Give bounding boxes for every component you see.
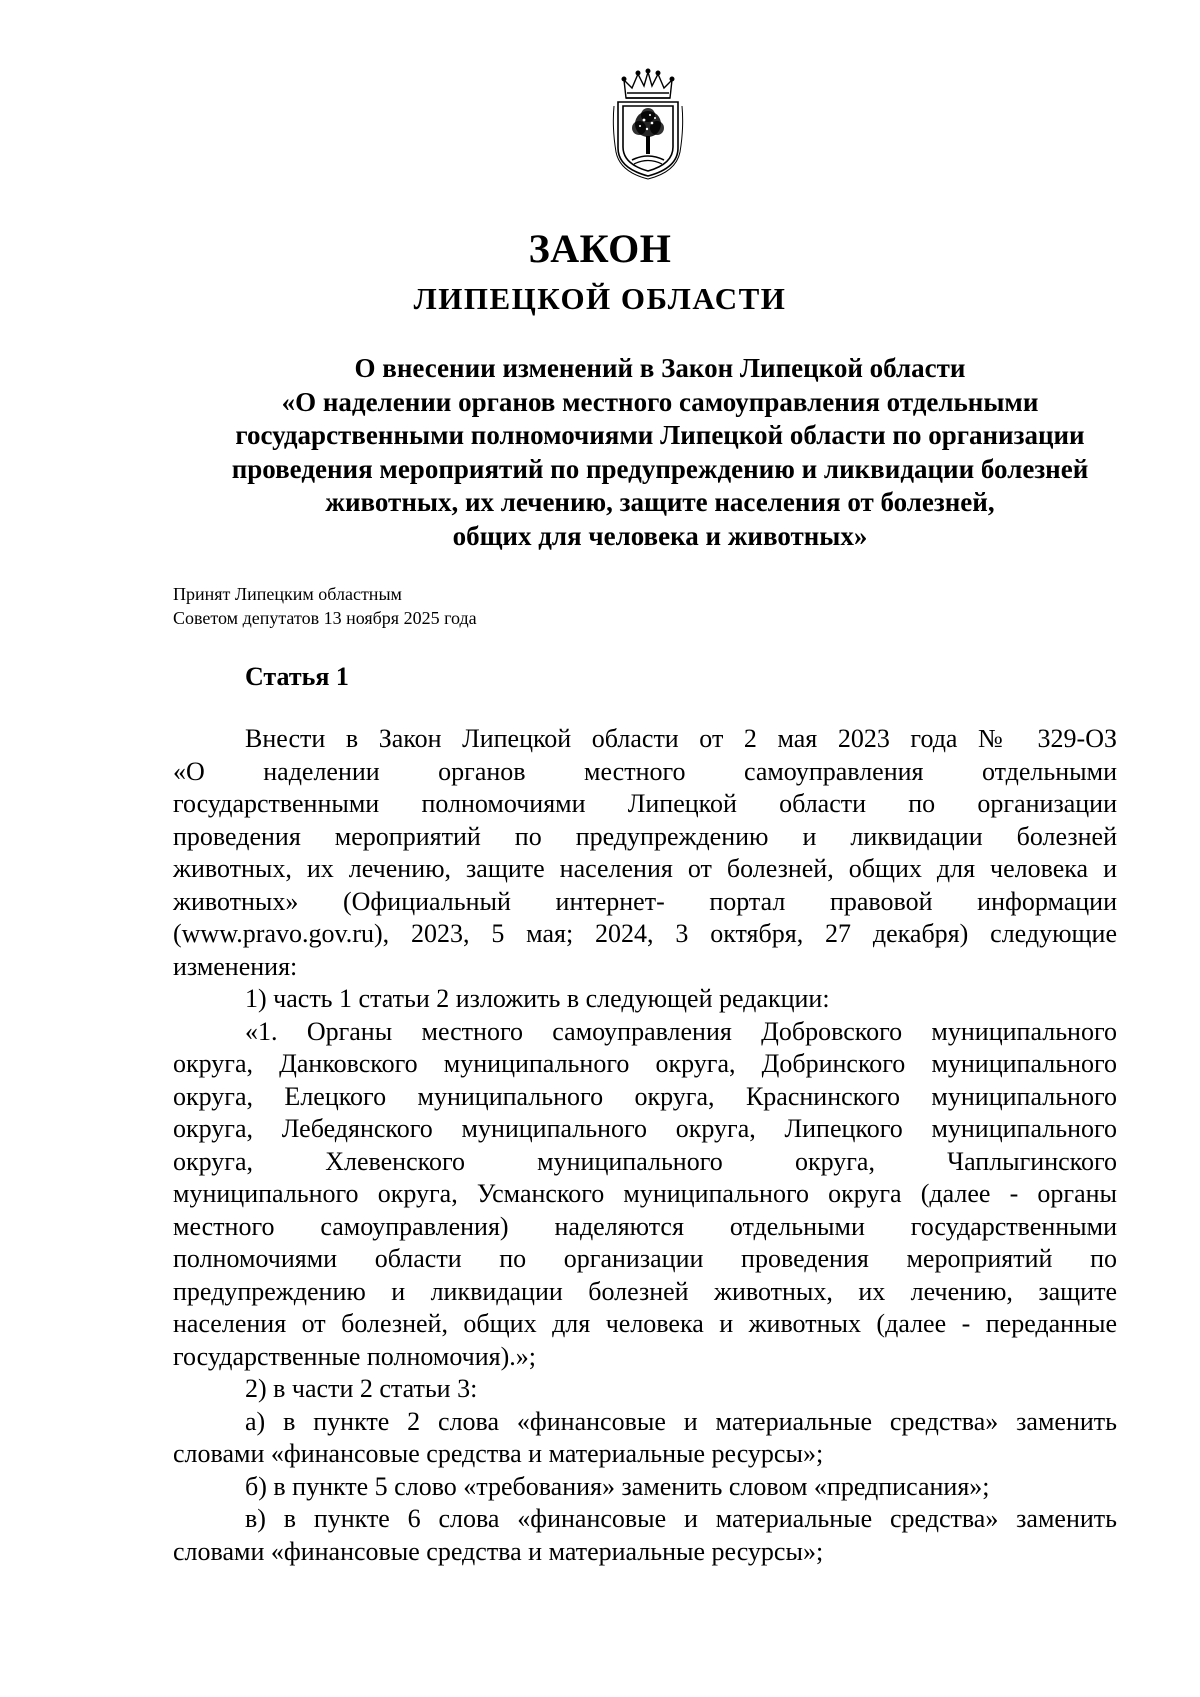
subject-line: государственными полномочиями Липецкой области по организации [235, 420, 1085, 450]
intro-line: животных, их лечению, защите населения от болезней, общих для человека и [173, 854, 1117, 883]
item-2a [173, 1406, 1117, 1471]
article-intro-paragraph [173, 723, 1117, 983]
intro-line: «О наделении органов местного самоуправления отдельными [173, 756, 1117, 786]
item-1 [173, 983, 1117, 1016]
subject-line: животных, их лечению, защите населения от болезней, [325, 487, 995, 517]
quote-line: округа, Хлевенского муниципального округа, Чаплыгинского [173, 1146, 1117, 1176]
subject-line: общих для человека и животных» [452, 520, 868, 551]
quote-line: «1. Органы местного самоуправления Добровского муниципального [245, 1016, 1117, 1046]
subject-line: «О наделении органов местного самоуправления отдельными [281, 386, 1039, 417]
document-title: ЗАКОН [528, 226, 672, 271]
item-2v [173, 1503, 1117, 1568]
quoted-paragraph [173, 1016, 1117, 1374]
subject-line: О внесении изменений в Закон Липецкой области [354, 353, 966, 383]
quote-line: округа, Данковского муниципального округа, Добринского муниципального [173, 1049, 1117, 1078]
item-2-text: 2) в части 2 статьи 3: [245, 1374, 478, 1403]
intro-line: (www.pravo.gov.ru), 2023, 5 мая; 2024, 3 октября, 27 декабря) следующие [173, 919, 1117, 948]
quote-line: предупреждению и ликвидации болезней животных, их лечению, защите [173, 1276, 1117, 1306]
quote-line: округа, Елецкого муниципального округа, Краснинского муниципального [173, 1081, 1117, 1111]
item-2a-line: словами «финансовые средства и материальные ресурсы»; [173, 1439, 824, 1468]
quote-line: местного самоуправления) наделяются отдельными государственными [173, 1211, 1117, 1241]
intro-line: Внести в Закон Липецкой области от 2 мая 2023 года № 329-ОЗ [245, 724, 1117, 753]
quote-line: муниципального округа, Усманского муниципального округа (далее - органы [173, 1179, 1117, 1208]
article-body [173, 723, 1117, 1568]
document-subtitle: ЛИПЕЦКОЙ ОБЛАСТИ [413, 281, 787, 316]
adoption-line: Советом депутатов 13 ноября 2025 года [173, 608, 477, 628]
quote-line: населения от болезней, общих для человека и животных (далее - переданные [173, 1309, 1117, 1338]
intro-line: государственными полномочиями Липецкой области по организации [173, 789, 1117, 818]
intro-line: проведения мероприятий по предупреждению и ликвидации болезней [173, 821, 1117, 851]
item-2b-text: б) в пункте 5 слово «требования» заменить словом «предписания»; [245, 1471, 990, 1501]
item-2v-line: в) в пункте 6 слова «финансовые и материальные средства» заменить [245, 1504, 1117, 1533]
article-title: Статья 1 [245, 662, 349, 691]
quote-line: полномочиями области по организации проведения мероприятий по [173, 1244, 1117, 1273]
intro-line: изменения: [173, 951, 298, 981]
adoption-line: Принят Липецким областным [173, 584, 402, 604]
item-1-text: 1) часть 1 статьи 2 изложить в следующей редакции: [245, 984, 830, 1013]
subject-line: проведения мероприятий по предупреждению и ликвидации болезней [231, 453, 1089, 484]
adoption-note [173, 582, 477, 630]
intro-line: животных» (Официальный интернет- портал правовой информации [173, 886, 1117, 916]
item-2 [173, 1373, 1117, 1406]
quote-line: государственные полномочия).»; [173, 1341, 536, 1371]
item-2b [173, 1471, 1117, 1504]
quote-line: округа, Лебедянского муниципального округа, Липецкого муниципального [173, 1114, 1117, 1143]
lipetsk-coat-of-arms-icon [610, 68, 686, 180]
law-subject-heading [160, 352, 1160, 553]
item-2v-line: словами «финансовые средства и материальные ресурсы»; [173, 1536, 824, 1566]
item-2a-line: а) в пункте 2 слова «финансовые и материальные средства» заменить [245, 1406, 1117, 1436]
